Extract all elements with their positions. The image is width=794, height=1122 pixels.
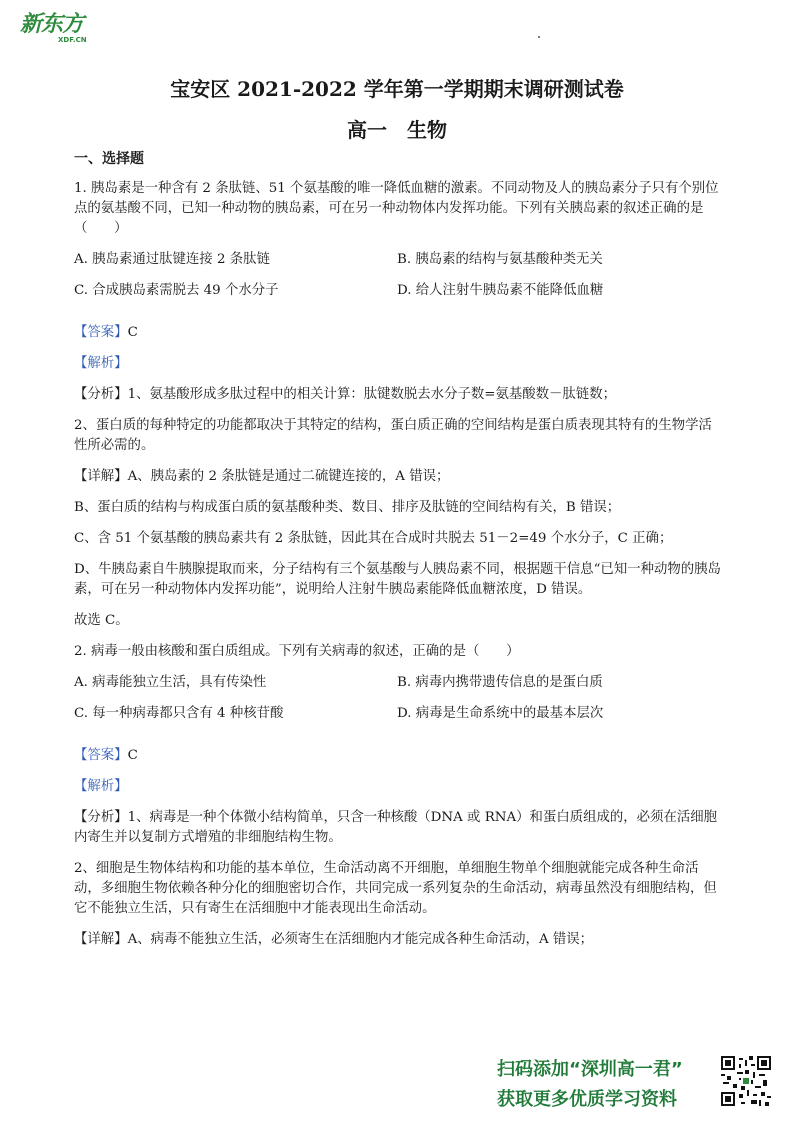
q1-fenxi-1	[74, 385, 724, 405]
q2-detail-a	[74, 930, 724, 950]
page-subtitle: 高一 生物	[347, 118, 447, 142]
q2-option-a: A. 病毒能独立生活，具有传染性	[74, 675, 267, 690]
detail-tag: 【详解】	[74, 469, 128, 484]
answer-value: C	[127, 325, 138, 340]
q1-detail-d: D、牛胰岛素自牛胰腺提取而来，分子结构有三个氨基酸与人胰岛素不同，根据题干信息“已知一种动物的胰岛素，可在另一种动物体内发挥功能”，说明给人注射牛胰岛素能降低血糖浓度，D 错误。	[74, 562, 721, 597]
promo-footer	[497, 1055, 683, 1115]
logo-text: 新东方	[20, 12, 84, 37]
logo-sub: XDF.CN	[58, 36, 87, 44]
fenxi-tag: 【分析】	[74, 810, 128, 825]
section-heading: 一、选择题	[74, 151, 144, 167]
q1-analysis-tag	[74, 354, 724, 374]
fenxi-tag: 【分析】	[74, 387, 128, 402]
page-title: 宝安区 2021-2022 学年第一学期期末调研测试卷	[170, 77, 624, 101]
question-1-options	[74, 250, 724, 312]
q1-option-c: C. 合成胰岛素需脱去 49 个水分子	[74, 283, 279, 298]
analysis-tag: 【解析】	[74, 779, 128, 794]
analysis-tag: 【解析】	[74, 356, 128, 371]
exam-content	[74, 149, 724, 961]
q1-detail-a	[74, 467, 724, 487]
q1-option-b: B. 胰岛素的结构与氨基酸种类无关	[397, 252, 603, 267]
q1-answer	[74, 323, 724, 343]
question-1-stem: 1. 胰岛素是一种含有 2 条肽链、51 个氨基酸的唯一降低血糖的激素。不同动物及人的胰岛素分子只有个别位点的氨基酸不同，已知一种动物的胰岛素，可在另一种动物体内发挥功能。下列有关胰岛素的叙述正确的是（ ）	[74, 181, 719, 236]
q1-option-d: D. 给人注射牛胰岛素不能降低血糖	[397, 283, 604, 298]
q1-fenxi-2: 2、蛋白质的每种特定的功能都取决于其特定的结构，蛋白质正确的空间结构是蛋白质表现其特有的生物学活性所必需的。	[74, 418, 712, 453]
answer-tag: 【答案】	[74, 325, 128, 340]
q1-detail-c: C、含 51 个氨基酸的胰岛素共有 2 条肽链，因此其在合成时共脱去 51－2=49 个水分子，C 正确；	[74, 531, 673, 546]
q2-option-b: B. 病毒内携带遗传信息的是蛋白质	[397, 675, 603, 690]
fenxi-text: 1、氨基酸形成多肽过程中的相关计算：肽键数脱去水分子数=氨基酸数－肽链数；	[127, 387, 616, 402]
detail-text: A、胰岛素的 2 条肽链是通过二硫键连接的，A 错误；	[127, 469, 450, 484]
q2-answer	[74, 746, 724, 766]
decorative-dot	[538, 36, 540, 38]
q1-option-a: A. 胰岛素通过肽键连接 2 条肽链	[74, 252, 270, 267]
q2-fenxi-1	[74, 808, 724, 848]
answer-tag: 【答案】	[74, 748, 128, 763]
q2-analysis-tag	[74, 777, 724, 797]
q1-conclusion: 故选 C。	[74, 613, 129, 628]
question-2-options	[74, 673, 724, 735]
promo-line-1: 扫码添加“深圳高一君”	[497, 1059, 683, 1080]
detail-text: A、病毒不能独立生活，必须寄生在活细胞内才能完成各种生命活动，A 错误；	[127, 932, 594, 947]
q1-detail-b: B、蛋白质的结构与构成蛋白质的氨基酸种类、数目、排序及肽链的空间结构有关，B 错误；	[74, 500, 621, 515]
qr-code-icon[interactable]	[721, 1056, 771, 1106]
xdf-logo	[20, 14, 90, 44]
q2-option-d: D. 病毒是生命系统中的最基本层次	[397, 706, 604, 721]
question-2-stem: 2. 病毒一般由核酸和蛋白质组成。下列有关病毒的叙述，正确的是（ ）	[74, 644, 520, 659]
detail-tag: 【详解】	[74, 932, 128, 947]
q2-option-c: C. 每一种病毒都只含有 4 种核苷酸	[74, 706, 284, 721]
answer-value: C	[127, 748, 138, 763]
promo-line-2: 获取更多优质学习资料	[497, 1089, 677, 1110]
fenxi-text: 1、病毒是一种个体微小结构简单，只含一种核酸（DNA 或 RNA）和蛋白质组成的，必须在活细胞内寄生并以复制方式增殖的非细胞结构生物。	[74, 810, 718, 845]
q2-fenxi-2: 2、细胞是生物体结构和功能的基本单位，生命活动离不开细胞，单细胞生物单个细胞就能完成各种生命活动，多细胞生物依赖各种分化的细胞密切合作，共同完成一系列复杂的生命活动，病毒虽然没有细胞结构，但它不能独立生活，只有寄生在活细胞中才能表现出生命活动。	[74, 861, 717, 916]
